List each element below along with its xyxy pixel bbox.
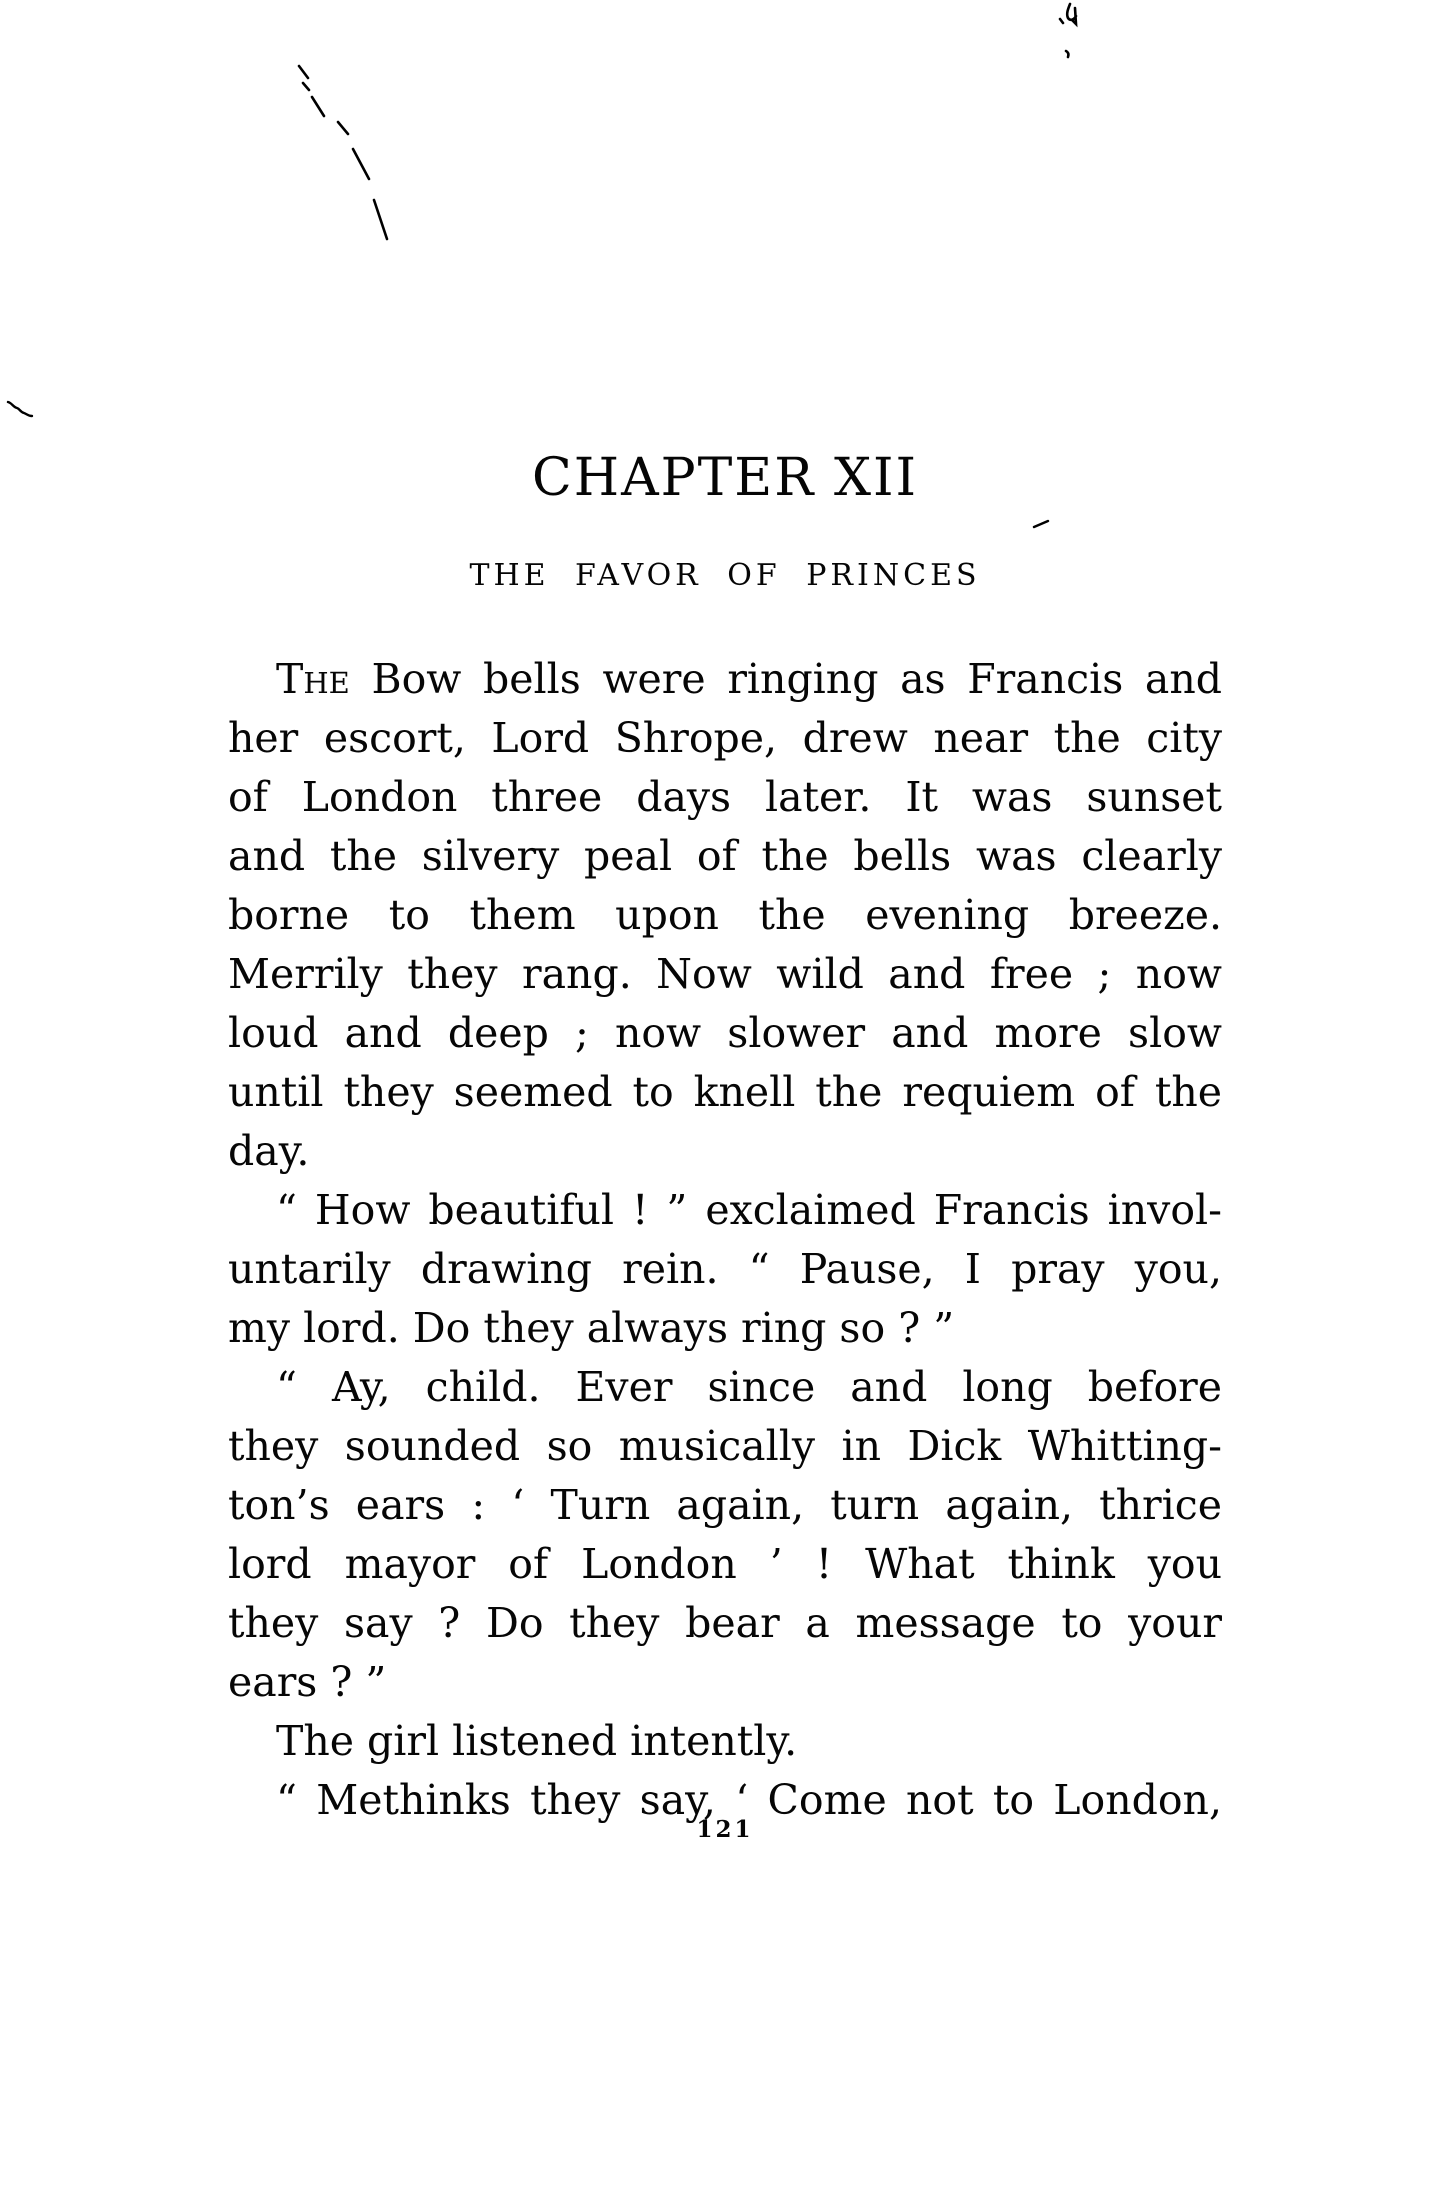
text-line: her escort, Lord Shrope, drew near the city (228, 714, 1222, 762)
text-line: “ How beautiful ! ” exclaimed Francis invol- (276, 1186, 1222, 1234)
text-line: they say ? Do they bear a message to your (228, 1599, 1222, 1647)
left-margin-squiggle-icon (8, 402, 32, 416)
chapter-heading: CHAPTER XII (531, 448, 919, 508)
top-right-pencil-mark-icon (1060, 4, 1076, 57)
body-text (228, 650, 1222, 1830)
heading-side-dash-icon (1034, 521, 1048, 527)
text-line: The girl listened intently. (276, 1717, 798, 1765)
text-line: my lord. Do they always ring so ? ” (228, 1304, 955, 1352)
text-line: “ Ay, child. Ever since and long before (276, 1363, 1222, 1411)
text-line: and the silvery peal of the bells was clearly (228, 832, 1222, 880)
text-line: ton’s ears : ‘ Turn again, turn again, thrice (228, 1481, 1222, 1529)
text-line: “ Methinks they say, ‘ Come not to London, (276, 1776, 1222, 1824)
text-line: they sounded so musically in Dick Whitting- (228, 1422, 1222, 1470)
diagonal-dashed-stroke-icon (299, 66, 387, 239)
text-line (228, 650, 1222, 709)
smallcaps-lead: The (276, 655, 350, 703)
line-rest: Bow bells were ringing as Francis and (349, 655, 1222, 703)
text-line: lord mayor of London ’ ! What think you (228, 1540, 1222, 1588)
text-line: of London three days later. It was sunset (228, 773, 1222, 821)
chapter-subtitle: THE FAVOR OF PRINCES (469, 558, 981, 593)
text-line: loud and deep ; now slower and more slow (228, 1009, 1222, 1057)
text-line: Merrily they rang. Now wild and free ; now (228, 950, 1222, 998)
text-line: borne to them upon the evening breeze. (228, 891, 1222, 939)
text-line: until they seemed to knell the requiem of the (228, 1068, 1222, 1116)
text-line: day. (228, 1127, 310, 1175)
page-number: 121 (696, 1816, 754, 1843)
text-line: ears ? ” (228, 1658, 387, 1706)
text-line: untarily drawing rein. “ Pause, I pray you, (228, 1245, 1222, 1293)
